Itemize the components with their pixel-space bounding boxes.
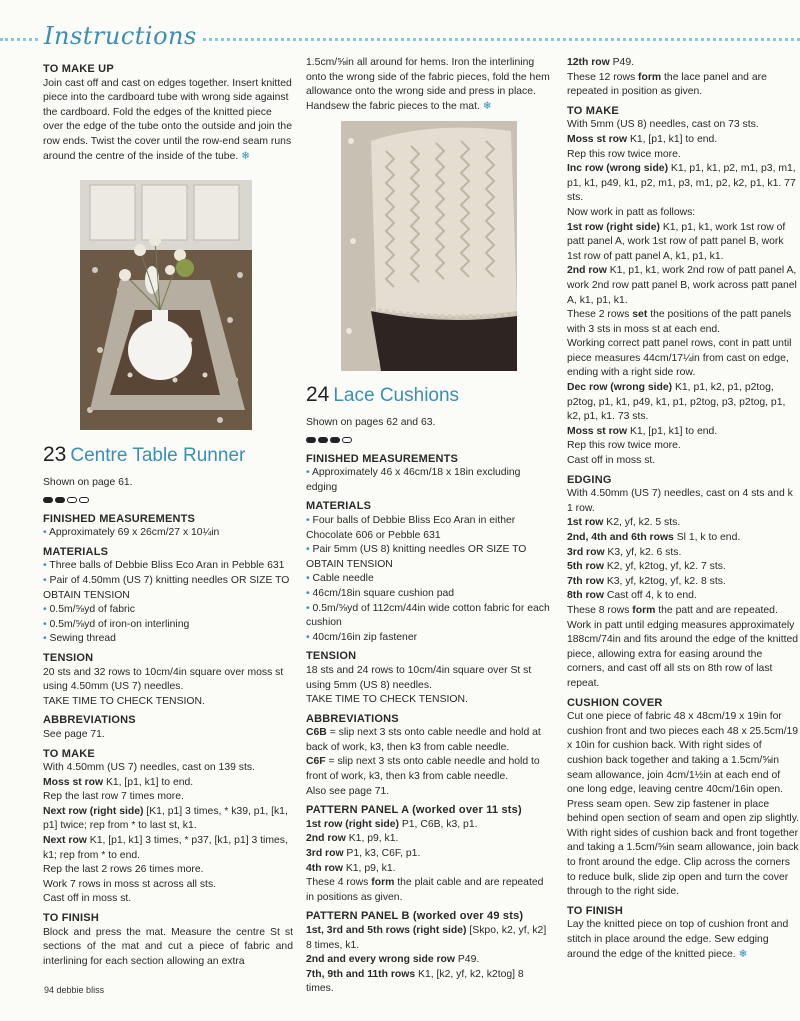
rating-pip-empty [342,437,352,443]
make-up-heading: TO MAKE UP [43,63,114,75]
tension-check: TAKE TIME TO CHECK TENSION. [43,695,205,707]
working-text: Working correct patt panel rows, cont in patt until piece measures 44cm/17¼in from cast on edge, ending with a right side row. [567,338,792,379]
column-3 [567,56,800,962]
panel-b-row: 1st, 3rd and 5th rows (right side) [Skpo, k2, yf, k2] 8 times, k1. [306,925,547,951]
table-runner-photo [80,180,252,430]
material-item: • Sewing thread [43,632,293,647]
snowflake-icon: ❄ [482,100,492,112]
finish-text: Block and press the mat. Measure the centre St st sections of the mat and cut a piece of fabric and interlining for each section allowing an extra [43,926,293,967]
edging-heading: EDGING [567,473,612,486]
abbrev-text: See page 71. [43,728,105,740]
moss-row: Moss st row K1, [p1, k1] to end. [43,776,194,788]
row-12: 12th row P49. [567,57,634,68]
finished-heading: FINISHED MEASUREMENTS [43,512,196,525]
material-item: • 0.5m/⅝yd of iron-on interlining [43,618,293,633]
cast-off-text: Cast off in moss st. [567,455,656,467]
tension-heading: TENSION [306,650,357,663]
page-number: 94 [44,985,55,995]
lace-cushion-photo [341,121,517,371]
shown-on: Shown on pages 62 and 63. [306,417,436,428]
now-work: Now work in patt as follows: [567,206,696,218]
tension-check: TAKE TIME TO CHECK TENSION. [306,694,468,706]
finished-text: • Approximately 69 x 26cm/27 x 10¼in [43,526,293,541]
panel-a-form: These 4 rows form the plait cable and are repeated in positions as given. [306,877,544,903]
material-item: • Pair of 4.50mm (US 7) knitting needles OR SIZE TO OBTAIN TENSION [43,574,293,603]
make-up-text: Join cast off and cast on edges together. Insert knitted piece into the cardboard tube with wrong side against the cardboard. Fold the edges of the knitted piece over the edge of the tube onto the outside and join the row ends. Twist the cover until the row-end seam runs around the centre of the inside of the tube. ❄ [43,77,292,162]
rep-twice-2: Rep this row twice more. [567,440,681,452]
pattern-name: Lace Cushions [333,385,460,406]
edging-cast-on: With 4.50mm (US 7) needles, cast on 4 sts and k 1 row. [567,488,793,514]
material-item: • 0.5m/⅝yd of fabric [43,603,293,618]
edging-work: Work in patt until edging measures approximately 188cm/74in and fits around the edge of the knitted piece, allowing extra for easing around the corners, and cast off all sts on 8th row of last repeat. [567,619,799,689]
cast-on-text: With 5mm (US 8) needles, cast on 73 sts. [567,119,759,131]
edging-row: 1st row K2, yf, k2. 5 sts. [567,517,681,529]
page-header [0,22,800,52]
rating-pip-filled [55,497,65,503]
rating-pip-filled [306,437,316,443]
abbrev-heading: ABBREVIATIONS [43,714,136,727]
rating-pip-filled [330,437,340,443]
difficulty-rating [306,437,554,444]
materials-heading: MATERIALS [306,500,372,513]
rating-pip-empty [79,497,89,503]
brand-name: debbie bliss [56,985,105,995]
snowflake-icon: ❄ [241,150,250,162]
pattern-24-title [306,383,554,408]
rows-2-set: These 2 rows set the positions of the patt panels with 3 sts in moss st at each end. [567,309,792,335]
tension-text: 20 sts and 32 rows to 10cm/4in square over moss st using 4.50mm (US 7) needles. [43,666,284,693]
continue-text: 1.5cm/⅝in all around for hems. Iron the interlining onto the wrong side of the fabric pieces, fold the hem allowance onto the wrong side and press in place. Handsew the fabric pieces to the mat. ❄ [306,57,550,112]
to-make-heading: TO MAKE [567,104,619,117]
materials-heading: MATERIALS [43,545,109,558]
pattern-number: 24 [306,383,330,406]
panel-a-heading: PATTERN PANEL A (worked over 11 sts) [306,804,522,817]
work-7-text: Work 7 rows in moss st across all sts. [43,878,217,890]
tension-heading: TENSION [43,651,94,664]
panel-a-row: 3rd row P1, k3, C6F, p1. [306,848,421,860]
rows-12-form: These 12 rows form the lace panel and are repeated in position as given. [567,71,767,98]
cast-on-text: With 4.50mm (US 7) needles, cast on 139 sts. [43,762,255,774]
finished-heading: FINISHED MEASUREMENTS [306,452,459,465]
snowflake-icon: ❄ [738,948,748,960]
moss-row: Moss st row K1, [p1, k1] to end. [567,133,718,145]
row-1: 1st row (right side) K1, p1, k1, work 1st row of patt panel A, work 1st row of patt panel B, work 1st row of patt panel A, k1, p1, k1. [567,221,786,262]
rep-text-2: Rep the last 2 rows 26 times more. [43,864,204,876]
rating-pip-filled [318,437,328,443]
next-row-2: Next row K1, [p1, k1] 3 times, * p37, [k1, p1] 3 times, k1; rep from * to end. [43,835,288,861]
rows-8-form: These 8 rows form the patt and are repeated. [567,604,778,616]
finished-text: • Approximately 46 x 46cm/18 x 18in excluding edging [306,466,554,495]
next-row-1: Next row (right side) [K1, p1] 3 times, * k39, p1, [k1, p1] twice; rep from * to last st, k1. [43,805,288,832]
rep-twice: Rep this row twice more. [567,148,681,160]
to-finish-heading: TO FINISH [567,904,623,917]
edging-row: 8th row Cast off 4, k to end. [567,590,697,602]
column-1 [43,58,293,164]
material-item: • Cable needle [306,572,554,587]
edging-row: 5th row K2, yf, k2tog, yf, k2. 7 sts. [567,561,726,573]
pattern-number: 23 [43,443,67,466]
panel-a-row: 1st row (right side) P1, C6B, k3, p1. [306,818,478,830]
rating-pip-empty [67,497,77,503]
cushion-cover-heading: CUSHION COVER [567,696,663,709]
shown-on: Shown on page 61. [43,477,133,488]
edging-row: 7th row K3, yf, k2tog, yf, k2. 8 sts. [567,575,726,587]
also-see: Also see page 71. [306,785,390,797]
column-2-top [306,56,554,114]
page-footer [44,985,104,995]
panel-b-row: 7th, 9th and 11th rows K1, [k2, yf, k2, k2tog] 8 times. [306,968,524,995]
abbrev-c6f: C6F = slip next 3 sts onto cable needle and hold to front of work, k3, then k3 from cable needle. [306,756,540,783]
dec-row: Dec row (wrong side) K1, p1, k2, p1, p2tog, p2tog, p1, k1, p49, k1, p1, p2tog, p3, p2tog, p1, k2, p1, k1. 73 sts. [567,382,786,423]
material-item: • 0.5m/⅝yd of 112cm/44in wide cotton fabric for each cushion [306,602,554,631]
moss-row-2: Moss st row K1, [p1, k1] to end. [567,425,718,437]
lace-cushion-image [341,121,517,371]
tension-text: 18 sts and 24 rows to 10cm/4in square over St st using 5mm (US 8) needles. [306,664,532,691]
column-2-pattern-24 [306,383,554,997]
pattern-23-title [43,443,293,468]
rep-text: Rep the last row 7 times more. [43,791,184,803]
row-2: 2nd row K1, p1, k1, work 2nd row of patt panel A, work 2nd row patt panel B, work across patt panel A, k1, p1, k1. [567,265,797,306]
cast-off-text: Cast off in moss st. [43,893,132,905]
material-item: • 40cm/16in zip fastener [306,631,554,646]
abbrev-c6b: C6B = slip next 3 sts onto cable needle and hold at back of work, k3, then k3 from cable needle. [306,727,541,753]
section-label: Instructions [40,22,201,50]
material-item: • Pair 5mm (US 8) knitting needles OR SIZE TO OBTAIN TENSION [306,543,554,572]
pattern-name: Centre Table Runner [70,445,246,466]
finish-text: Lay the knitted piece on top of cushion front and stitch in place around the edge. Sew edging around the edge of the knitted piece. ❄ [567,919,789,960]
panel-a-row: 2nd row K1, p9, k1. [306,833,399,845]
difficulty-rating [43,497,293,504]
panel-a-row: 4th row K1, p9, k1. [306,862,396,874]
rating-pip-filled [43,497,53,503]
cushion-cover-text: Cut one piece of fabric 48 x 48cm/19 x 19in for cushion front and two pieces each 48 x 25.5cm/19 x 10in for cushion back. With right sides of cushion back together and taking a 1.5cm/⅝in seam allowance, join 4cm/1½in at each end of one long edge, leaving centre 40cm/16in open. Press seam open. Sew zip fastener in place behind open section of seam and open zip slightly. With right sides of cushion back and front together and taking a 1.5cm/⅝in seam allowance, join back to front around the edge. Clip across the corners to reduce bulk, slide zip open and turn the cover through to the right side. [567,711,800,898]
to-finish-heading: TO FINISH [43,912,99,925]
inc-row: Inc row (wrong side) K1, p1, k1, p2, m1, p3, m1, p1, k1, p49, k1, p2, m1, p3, m1, p2, k2, p1, k1. 77 sts. [567,163,796,204]
table-runner-image [80,180,252,430]
abbrev-heading: ABBREVIATIONS [306,712,399,725]
to-make-heading: TO MAKE [43,747,95,760]
material-item: • Three balls of Debbie Bliss Eco Aran in Pebble 631 [43,559,293,574]
column-1-pattern-23 [43,443,293,969]
panel-b-row: 2nd and every wrong side row P49. [306,954,480,966]
material-item: • Four balls of Debbie Bliss Eco Aran in either Chocolate 606 or Pebble 631 [306,514,554,543]
material-item: • 46cm/18in square cushion pad [306,587,554,602]
edging-row: 3rd row K3, yf, k2. 6 sts. [567,546,682,558]
panel-b-heading: PATTERN PANEL B (worked over 49 sts) [306,910,524,923]
edging-row: 2nd, 4th and 6th rows Sl 1, k to end. [567,532,741,543]
